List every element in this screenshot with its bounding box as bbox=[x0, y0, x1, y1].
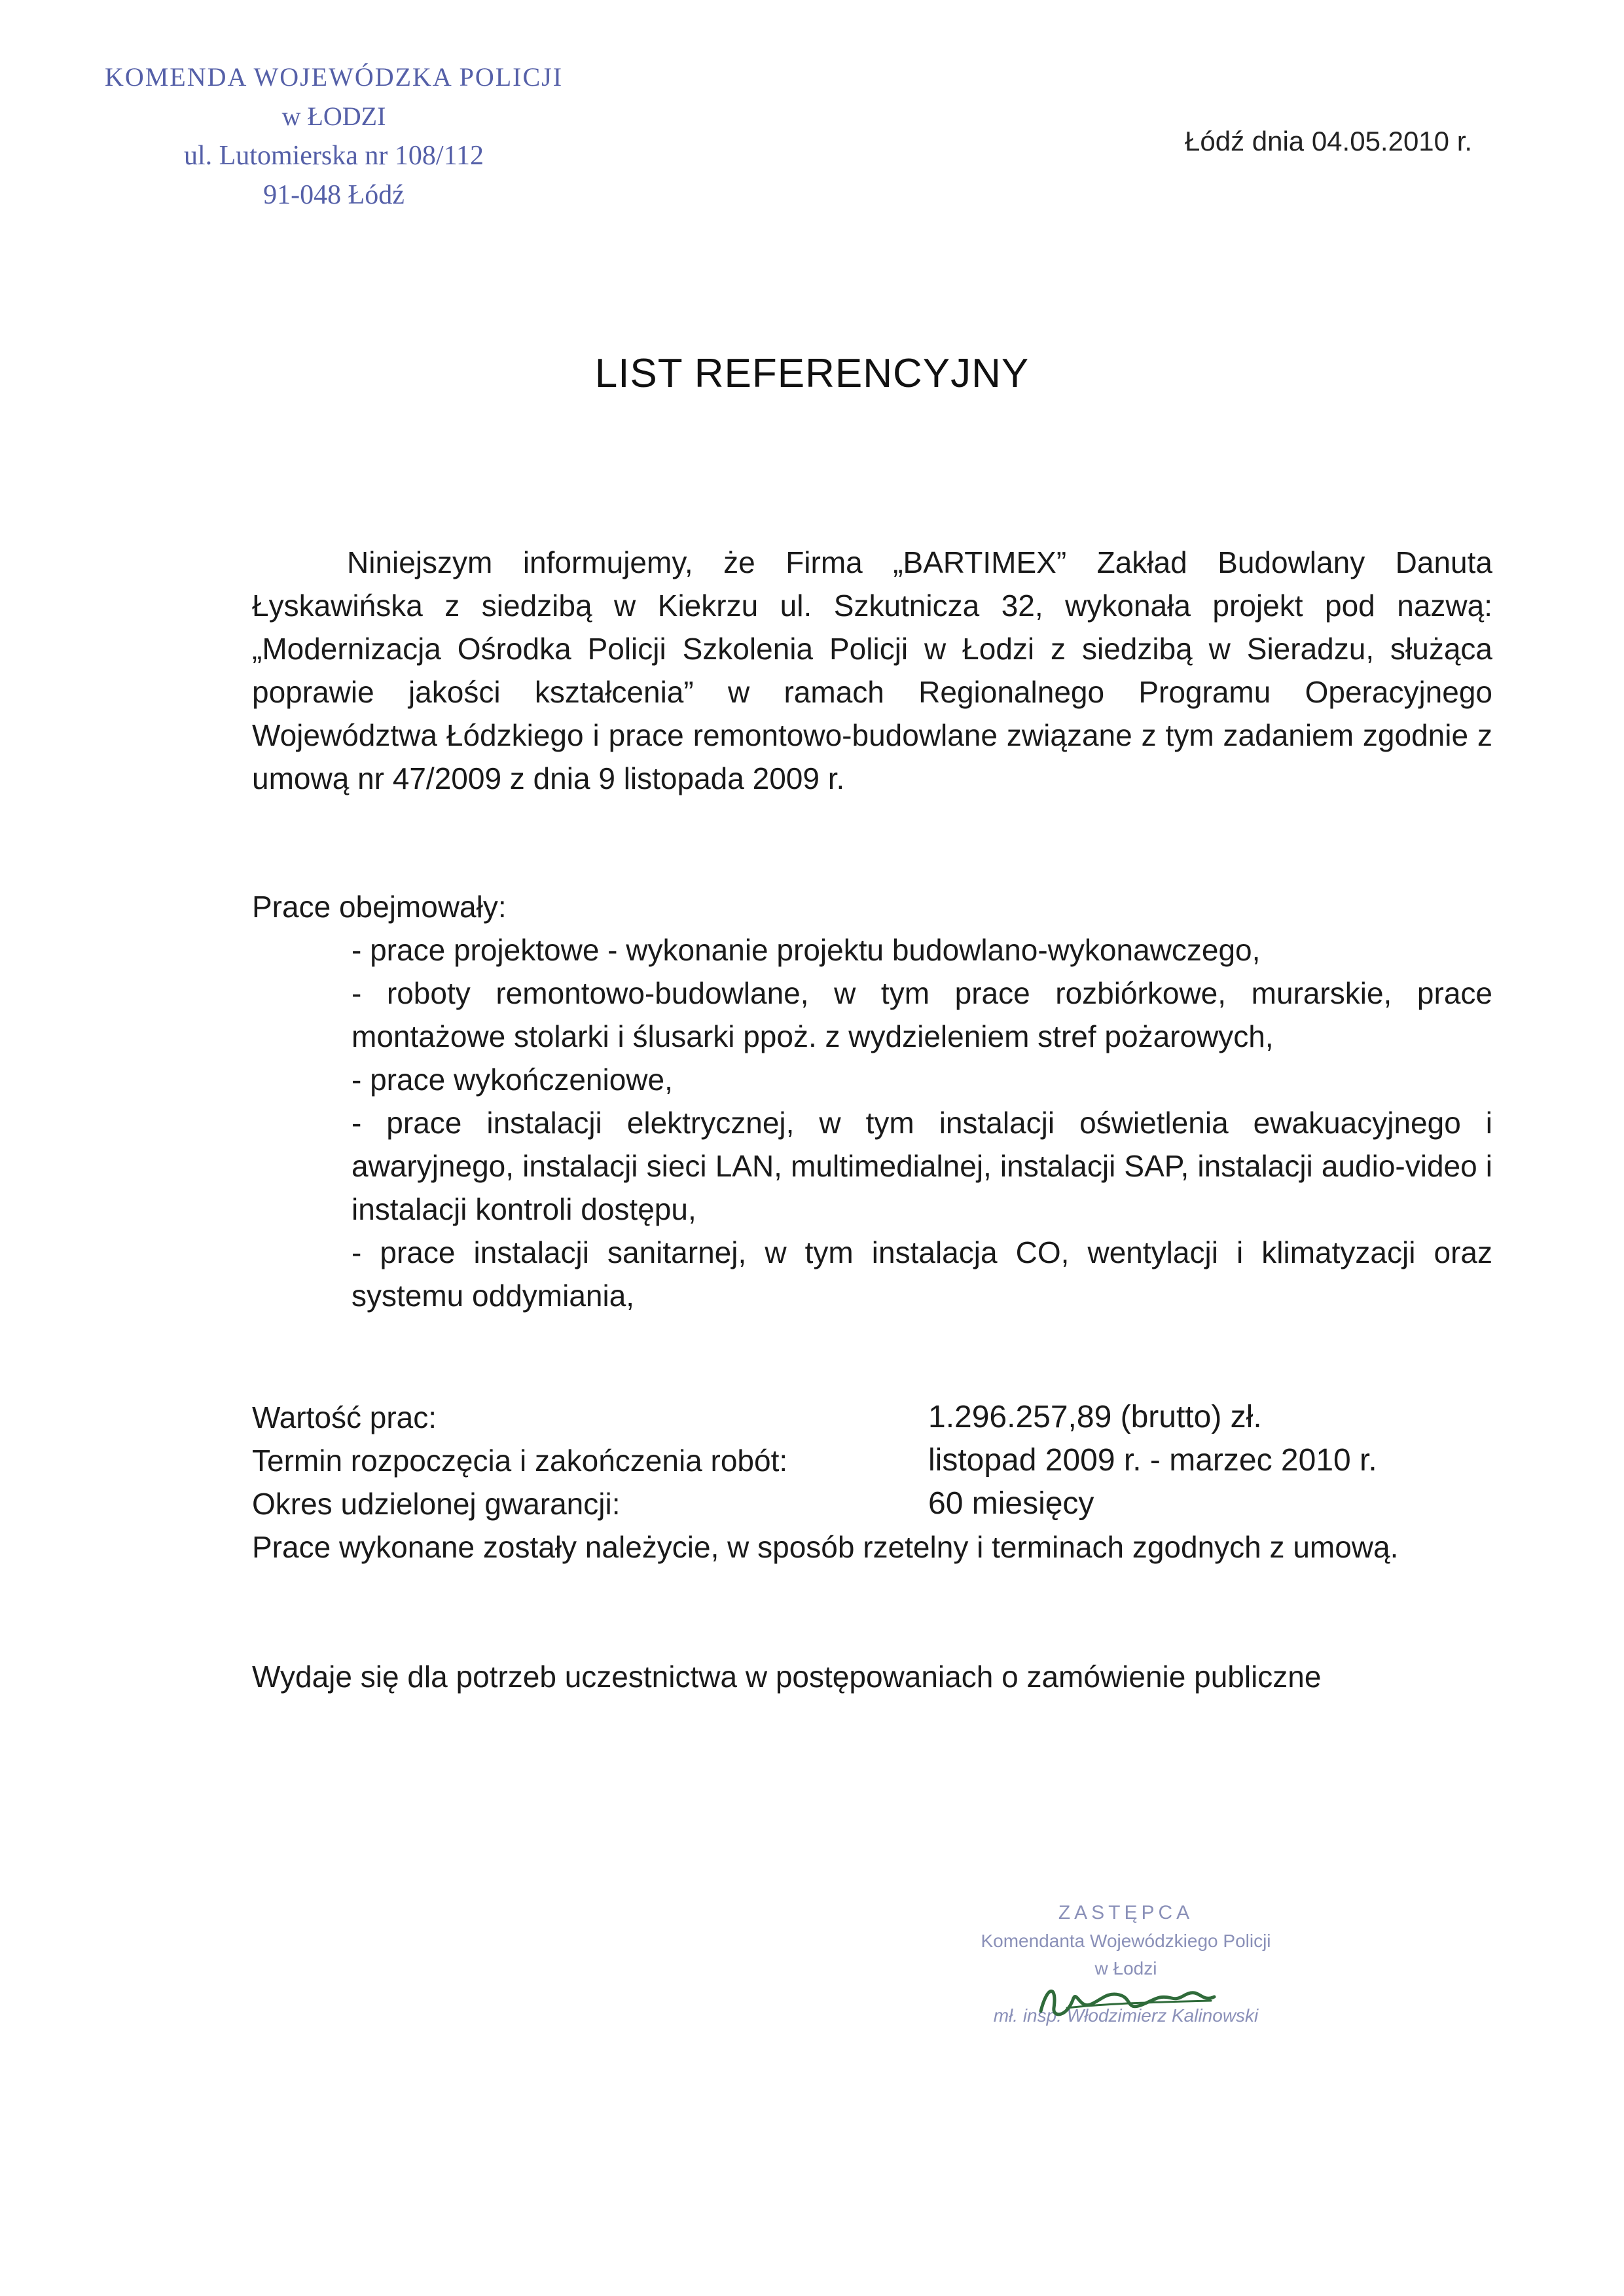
handwritten-signature bbox=[1028, 1972, 1224, 2031]
works-item: - roboty remontowo-budowlane, w tym prace rozbiórkowe, murarskie, prace montażowe stolarki i ślusarki ppoż. z wydzieleniem stref pożarowych, bbox=[352, 976, 1492, 1053]
fact-value: 1.296.257,89 (brutto) zł. bbox=[928, 1400, 1262, 1434]
works-item: - prace projektowe - wykonanie projektu budowlano-wykonawczego, bbox=[352, 933, 1261, 967]
fact-value: listopad 2009 r. - marzec 2010 r. bbox=[928, 1443, 1377, 1478]
quality-paragraph: Prace wykonane zostały należycie, w sposób rzetelny i terminach zgodnych z umową. bbox=[252, 1530, 1399, 1564]
letter-date: Łódź dnia 04.05.2010 r. bbox=[1185, 126, 1473, 156]
fact-row-value bbox=[252, 1396, 1496, 1439]
letter-title: LIST REFERENCYJNY bbox=[594, 351, 1030, 396]
stamp-line-institution: KOMENDA WOJEWÓDZKA POLICJI bbox=[104, 62, 564, 92]
works-item: - prace instalacji elektrycznej, w tym instalacji oświetlenia ewakuacyjnego i awaryjnego, instalacji sieci LAN, multimedialnej, instalacji SAP, instalacji audio-video i instalacji kontroli dostępu, bbox=[352, 1106, 1492, 1226]
stamp-line-postcode: 91-048 Łódź bbox=[263, 180, 405, 210]
works-list bbox=[352, 928, 1492, 1317]
signature-stamp-role: ZASTĘPCA bbox=[1058, 1902, 1194, 1923]
fact-label: Wartość prac: bbox=[252, 1400, 437, 1434]
signature-stamp-office: Komendanta Wojewódzkiego Policji bbox=[981, 1931, 1271, 1951]
works-item: - prace instalacji sanitarnej, w tym instalacja CO, wentylacji i klimatyzacji oraz systemu oddymiania, bbox=[352, 1235, 1492, 1313]
fact-row-warranty bbox=[252, 1482, 1496, 1525]
sender-stamp bbox=[98, 58, 569, 215]
fact-row-term bbox=[252, 1439, 1496, 1482]
works-item: - prace wykończeniowe, bbox=[352, 1063, 673, 1097]
project-facts bbox=[252, 1396, 1496, 1525]
intro-paragraph: Niniejszym informujemy, że Firma „BARTIMEX” Zakład Budowlany Danuta Łyskawińska z siedzibą w Kiekrzu ul. Szkutnicza 32, wykonała projekt pod nazwą: „Modernizacja Ośrodka Policji Szkolenia Policji w Łodzi z siedzibą w Sieradzu, służąca poprawie jakości kształcenia” w ramach Regionalnego Programu Operacyjnego Województwa Łódzkiego i prace remontowo-budowlane związane z tym zadaniem zgodnie z umową nr 47/2009 z dnia 9 listopada 2009 r. bbox=[252, 545, 1492, 795]
stamp-line-street: ul. Lutomierska nr 108/112 bbox=[183, 141, 484, 171]
signature-stamp-name: mł. insp. Włodzimierz Kalinowski bbox=[993, 2005, 1259, 2026]
fact-label: Termin rozpoczęcia i zakończenia robót: bbox=[252, 1444, 788, 1478]
fact-label: Okres udzielonej gwarancji: bbox=[252, 1487, 621, 1521]
purpose-paragraph: Wydaje się dla potrzeb uczestnictwa w postępowaniach o zamówienie publiczne bbox=[252, 1660, 1322, 1694]
works-heading: Prace obejmowały: bbox=[252, 890, 507, 924]
signature-stamp-city: w Łodzi bbox=[1094, 1958, 1157, 1978]
stamp-line-city: w ŁODZI bbox=[281, 101, 386, 131]
signature-stamp bbox=[916, 1899, 1335, 2030]
fact-value: 60 miesięcy bbox=[928, 1486, 1094, 1521]
